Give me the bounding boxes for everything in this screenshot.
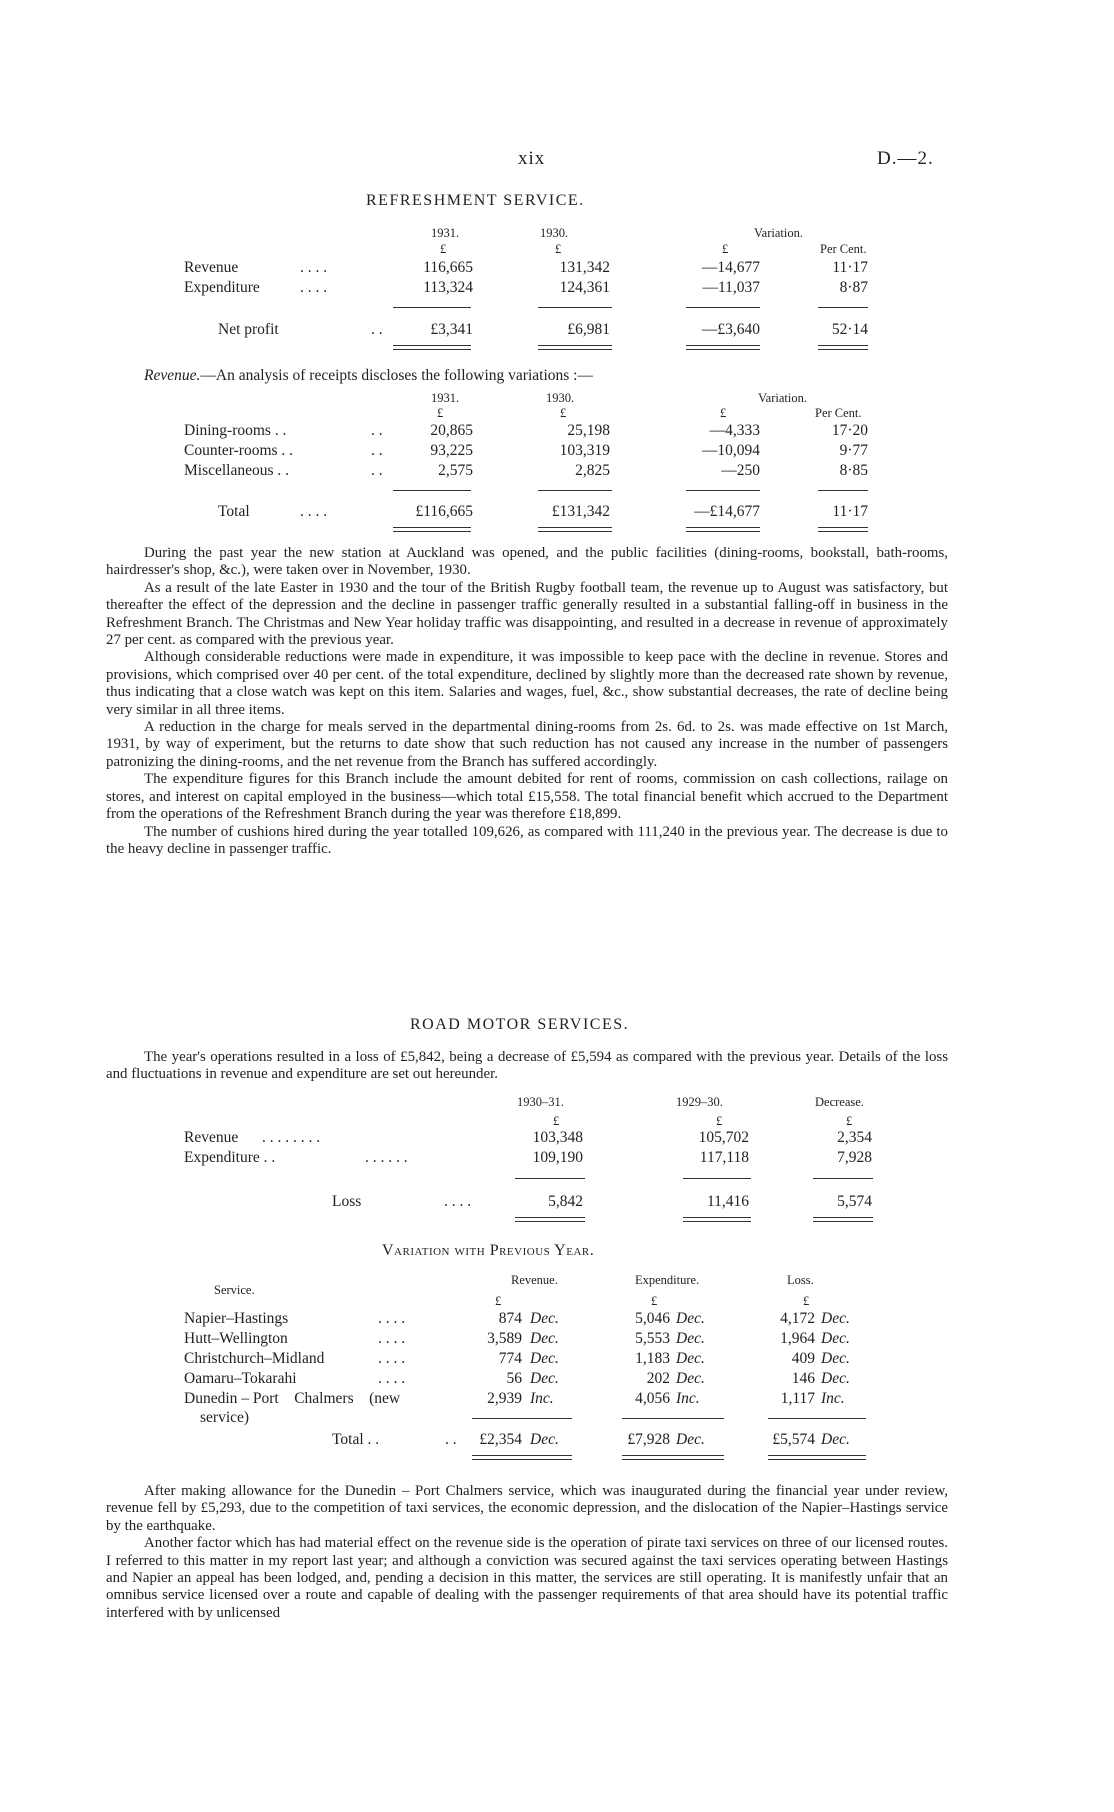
value: —11,037 <box>702 279 760 296</box>
value: 4,056 <box>635 1390 670 1407</box>
col-1931: 1931. <box>431 226 460 240</box>
pound-sign: £ <box>437 406 444 420</box>
trend: Dec. <box>821 1330 850 1347</box>
value: 56 <box>506 1370 522 1387</box>
value: 8·87 <box>839 279 868 296</box>
paragraph: The year's operations resulted in a loss of £5,842, being a decrease of £5,594 as compared with the previous year. Details of the loss and fluctuations in revenue and expenditure are set out hereunder. <box>106 1049 948 1083</box>
value: 131,342 <box>559 259 610 276</box>
col-per-cent: Per Cent. <box>820 242 867 256</box>
pound-sign: £ <box>651 1294 658 1308</box>
row-label: Revenue <box>184 259 239 276</box>
value: 117,118 <box>699 1149 749 1166</box>
row-label: Net profit <box>218 321 279 338</box>
road-motor-intro <box>106 1049 948 1084</box>
divider <box>683 1178 751 1179</box>
divider <box>686 307 760 308</box>
value: 109,190 <box>532 1149 583 1166</box>
row-label: Counter-rooms . . <box>184 442 294 459</box>
paragraph: The expenditure figures for this Branch include the amount debited for rent of rooms, commission on cash collections, railage on stores, and interest on capital employed in the business—which total £15,558. The total financial benefit which accrued to the Department from the operations of the Refreshment Branch during the year was therefore £18,899. <box>106 771 948 823</box>
divider <box>813 1178 873 1179</box>
service-name: Oamaru–Tokarahi <box>184 1370 297 1387</box>
double-rule <box>515 1217 585 1222</box>
value: 8·85 <box>839 462 868 479</box>
trend: Dec. <box>676 1350 705 1367</box>
pound-sign: £ <box>555 242 562 256</box>
paragraph: A reduction in the charge for meals served in the departmental dining-rooms from 2s. 6d. to 2s. was made effective on 1st March, 1931, by way of experiment, but the returns to date show that such reduction has not caused any increase in the number of passengers patronizing the dining-rooms, and the net revenue from the Branch has suffered accordingly. <box>106 719 948 770</box>
trend: Dec. <box>676 1370 705 1387</box>
value: —14,677 <box>701 259 760 276</box>
pound-sign: £ <box>560 406 567 420</box>
divider <box>538 490 612 491</box>
leaders: . . . . <box>444 1193 472 1210</box>
double-rule <box>768 1455 866 1460</box>
revenue-intro-italic: Revenue. <box>144 367 201 384</box>
value: 124,361 <box>559 279 610 296</box>
value: 5,574 <box>837 1193 872 1210</box>
col-variation: Variation. <box>754 226 803 240</box>
divider <box>472 1418 572 1419</box>
pound-sign: £ <box>720 406 727 420</box>
double-rule <box>818 345 868 350</box>
trend: Dec. <box>821 1431 850 1448</box>
row-label: Loss <box>332 1193 362 1210</box>
trend: Dec. <box>530 1330 559 1347</box>
pound-sign: £ <box>803 1294 810 1308</box>
service-name-cont: service) <box>200 1409 250 1426</box>
divider <box>393 307 471 308</box>
value: 11,416 <box>706 1193 749 1210</box>
trend: Dec. <box>530 1310 559 1327</box>
leaders: . . . . . . . . <box>262 1129 321 1146</box>
divider <box>515 1178 585 1179</box>
value: —250 <box>721 462 760 479</box>
value: 93,225 <box>430 442 473 459</box>
value: 2,825 <box>575 462 610 479</box>
divider <box>686 490 760 491</box>
double-rule <box>538 527 612 532</box>
col-1931: 1931. <box>431 391 460 405</box>
leaders: . . . . <box>378 1330 406 1347</box>
trend: Dec. <box>530 1370 559 1387</box>
refreshment-body <box>106 545 948 858</box>
value: 774 <box>498 1350 522 1367</box>
service-name: Hutt–Wellington <box>184 1330 288 1347</box>
value: —4,333 <box>709 422 760 439</box>
value: 409 <box>791 1350 815 1367</box>
double-rule <box>393 345 471 350</box>
service-name: Dunedin – Port Chalmers (new <box>184 1390 401 1407</box>
service-name: Christchurch–Midland <box>184 1350 325 1367</box>
row-label: Total <box>218 503 250 520</box>
trend: Inc. <box>530 1390 554 1407</box>
trend: Inc. <box>821 1390 845 1407</box>
pound-sign: £ <box>722 242 729 256</box>
divider <box>393 490 471 491</box>
col-revenue: Revenue. <box>511 1273 558 1287</box>
divider <box>818 307 868 308</box>
leaders: . . . . <box>300 259 328 276</box>
revenue-intro <box>144 367 593 385</box>
paragraph: During the past year the new station at Auckland was opened, and the public facilities (dining-rooms, bookstall, bath-rooms, hairdresser's shop, &c.), were taken over in November, 1930. <box>106 545 948 579</box>
value: 25,198 <box>567 422 610 439</box>
service-name: Napier–Hastings <box>184 1310 289 1327</box>
value: 1,183 <box>635 1350 670 1367</box>
value: 202 <box>646 1370 670 1387</box>
value: 1,964 <box>780 1330 815 1347</box>
row-label: Expenditure <box>184 279 260 296</box>
leaders: . . <box>445 1431 457 1448</box>
double-rule <box>683 1217 751 1222</box>
trend: Dec. <box>530 1350 559 1367</box>
value: 5,553 <box>635 1330 670 1347</box>
value: 116,665 <box>423 259 473 276</box>
value: £116,665 <box>415 503 473 520</box>
double-rule <box>393 527 471 532</box>
value: 3,589 <box>487 1330 522 1347</box>
leaders: . . . . <box>378 1310 406 1327</box>
divider <box>818 490 868 491</box>
pound-sign: £ <box>846 1114 853 1128</box>
leaders: . . . . <box>378 1370 406 1387</box>
value: 103,319 <box>559 442 610 459</box>
leaders: . . . . <box>300 503 328 520</box>
value: 2,939 <box>487 1390 522 1407</box>
pound-sign: £ <box>440 242 447 256</box>
row-label: Revenue <box>184 1129 239 1146</box>
trend: Dec. <box>676 1431 705 1448</box>
paragraph: Although considerable reductions were made in expenditure, it was impossible to keep pace with the decline in revenue. Stores and provisions, which comprised over 40 per cent. of the total expenditure, declined by slightly more than the decreased rate shown by revenue, thus indicating that a close watch was kept on this item. Salaries and wages, fuel, &c., show substantial decreases, the rate of decline being very similar in all three items. <box>106 649 948 718</box>
revenue-intro-text: —An analysis of receipts discloses the following variations :— <box>200 367 593 384</box>
double-rule <box>818 527 868 532</box>
road-motor-title: ROAD MOTOR SERVICES. <box>410 1016 630 1033</box>
trend: Dec. <box>821 1370 850 1387</box>
paragraph: As a result of the late Easter in 1930 and the tour of the British Rugby football team, the revenue up to August was satisfactory, but thereafter the effect of the depression and the decline in passenger traffic generally resulted in a substantial falling-off in business in the Refreshment Branch. The Christmas and New Year holiday traffic was disappointing, and resulted in a decrease in revenue of approximately 27 per cent. as compared with the previous year. <box>106 579 948 649</box>
row-label: Total . . <box>332 1431 380 1448</box>
col-1929-30: 1929–30. <box>676 1095 723 1109</box>
value: 5,046 <box>635 1310 670 1327</box>
leaders: . . . . . . <box>365 1149 408 1166</box>
double-rule <box>538 345 612 350</box>
leaders: . . . . <box>300 279 328 296</box>
value: 17·20 <box>831 422 868 439</box>
value: £7,928 <box>627 1431 670 1448</box>
col-1930: 1930. <box>546 391 575 405</box>
value: 9·77 <box>839 442 868 459</box>
value: £6,981 <box>567 321 610 338</box>
trend: Dec. <box>676 1330 705 1347</box>
trend: Dec. <box>530 1431 559 1448</box>
double-rule <box>686 527 760 532</box>
page-reference: D.—2. <box>877 148 934 169</box>
value: 874 <box>498 1310 522 1327</box>
value: 2,354 <box>837 1129 872 1146</box>
value: 7,928 <box>837 1149 872 1166</box>
leaders: . . <box>371 462 383 479</box>
row-label: Miscellaneous . . <box>184 462 290 479</box>
trend: Dec. <box>676 1310 705 1327</box>
col-expenditure: Expenditure. <box>635 1273 700 1287</box>
variation-title: Variation with Previous Year. <box>382 1242 595 1259</box>
road-motor-body <box>106 1483 948 1622</box>
value: 103,348 <box>532 1129 583 1146</box>
value: 2,575 <box>438 462 473 479</box>
value: —£3,640 <box>701 321 760 338</box>
value: 5,842 <box>548 1193 583 1210</box>
paragraph: The number of cushions hired during the year totalled 109,626, as compared with 111,240 in the previous year. The decrease is due to the heavy decline in passenger traffic. <box>106 823 948 857</box>
col-1930: 1930. <box>540 226 569 240</box>
col-service: Service. <box>214 1283 255 1297</box>
col-per-cent: Per Cent. <box>815 406 862 420</box>
double-rule <box>813 1217 873 1222</box>
value: £3,341 <box>430 321 473 338</box>
col-loss: Loss. <box>787 1273 814 1287</box>
col-1930-31: 1930–31. <box>517 1095 564 1109</box>
row-label: Dining-rooms . . <box>184 422 287 439</box>
value: 11·17 <box>832 503 868 520</box>
leaders: . . <box>371 442 383 459</box>
trend: Inc. <box>676 1390 700 1407</box>
divider <box>622 1418 724 1419</box>
col-variation: Variation. <box>758 391 807 405</box>
value: 146 <box>791 1370 815 1387</box>
page-number: xix <box>518 148 546 169</box>
leaders: . . . . <box>378 1350 406 1367</box>
leaders: . . <box>371 321 383 338</box>
value: 52·14 <box>831 321 868 338</box>
col-decrease: Decrease. <box>815 1095 864 1109</box>
divider <box>538 307 612 308</box>
value: 113,324 <box>423 279 473 296</box>
value: 11·17 <box>832 259 868 276</box>
value: —10,094 <box>701 442 760 459</box>
trend: Dec. <box>821 1350 850 1367</box>
divider <box>768 1418 866 1419</box>
value: £131,342 <box>551 503 610 520</box>
trend: Dec. <box>821 1310 850 1327</box>
row-label: Expenditure . . <box>184 1149 276 1166</box>
value: 1,117 <box>780 1390 815 1407</box>
value: —£14,677 <box>694 503 760 520</box>
value: 4,172 <box>780 1310 815 1327</box>
double-rule <box>686 345 760 350</box>
value: £5,574 <box>772 1431 815 1448</box>
double-rule <box>622 1455 724 1460</box>
paragraph: Another factor which has had material effect on the revenue side is the operation of pirate taxi services on three of our licensed routes. I referred to this matter in my report last year; and although a conviction was secured against the taxi services operating between Hastings and Napier an appeal has been lodged, and, pending a decision in this matter, the services are still operating. It is manifestly unfair that an omnibus service licensed over a route and capable of dealing with the passenger requirements of that area should have its potential traffic interfered with by unlicensed <box>106 1535 948 1621</box>
value: £2,354 <box>479 1431 522 1448</box>
pound-sign: £ <box>553 1114 560 1128</box>
leaders: . . <box>371 422 383 439</box>
pound-sign: £ <box>716 1114 723 1128</box>
refreshment-title: REFRESHMENT SERVICE. <box>366 192 585 209</box>
pound-sign: £ <box>495 1294 502 1308</box>
paragraph: After making allowance for the Dunedin – Port Chalmers service, which was inaugurated during the financial year under review, revenue fell by £5,293, due to the competition of taxi services, the economic depression, and the dislocation of the Napier–Hastings service by the earthquake. <box>106 1483 948 1534</box>
value: 20,865 <box>430 422 473 439</box>
value: 105,702 <box>698 1129 749 1146</box>
double-rule <box>472 1455 572 1460</box>
